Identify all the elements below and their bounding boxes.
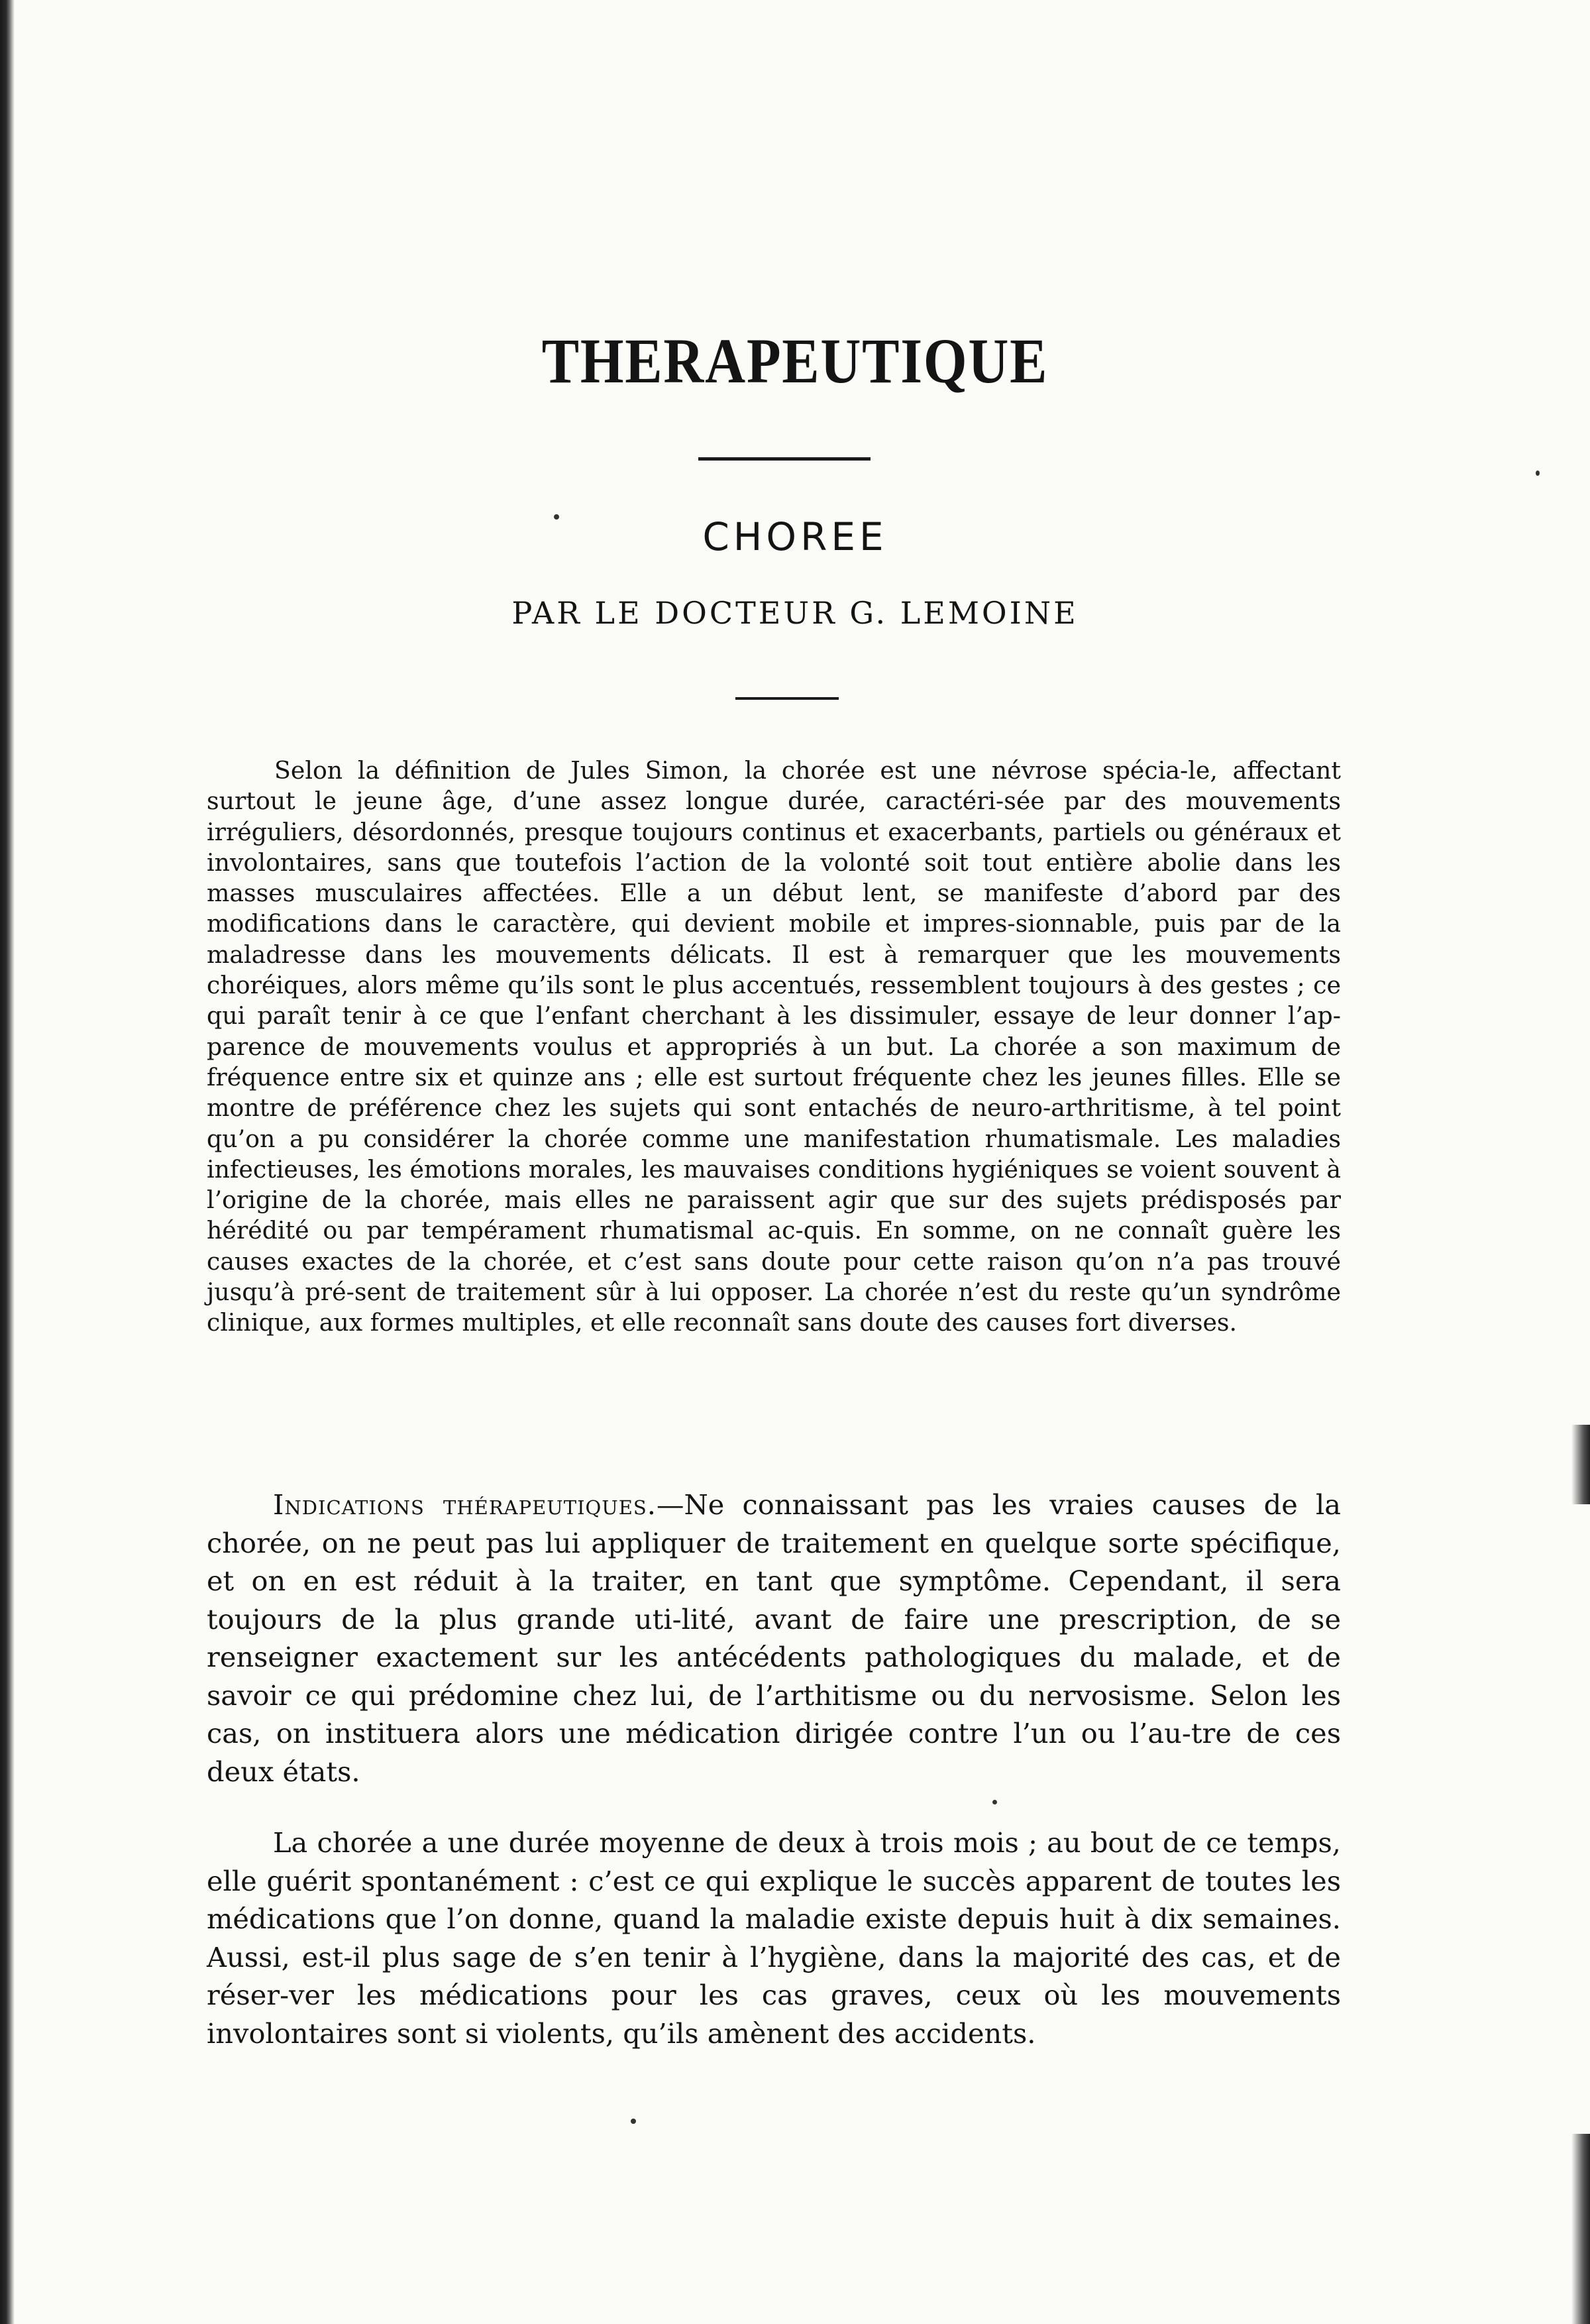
- scan-right-mark: [1570, 1425, 1590, 1504]
- indications-paragraph: [207, 1486, 1341, 1791]
- intro-paragraph: Selon la définition de Jules Simon, la chorée est une névrose spécia-le, affectant surtout le jeune âge, d’une assez longue durée, caractéri-sée par des mouvements irréguliers, désordonnés, presque toujours continus et exacerbants, partiels ou généraux et involontaires, sans que toutefois l’action de la volonté soit tout entière abolie dans les masses musculaires affectées. Elle a un début lent, se manifeste d’abord par des modifications dans le caractère, qui devient mobile et impres-sionnable, puis par de la maladresse dans les mouvements délicats. Il est à remarquer que les mouvements choréiques, alors même qu’ils sont le plus accentués, ressemblent toujours à des gestes ; ce qui paraît tenir à ce que l’enfant cherchant à les dissimuler, essaye de leur donner l’ap-parence de mouvements voulus et appropriés à un but. La chorée a son maximum de fréquence entre six et quinze ans ; elle est surtout fréquente chez les jeunes filles. Elle se montre de préférence chez les sujets qui sont entachés de neuro-arthritisme, à tel point qu’on a pu considérer la chorée comme une manifestation rhumatismale. Les maladies infectieuses, les émotions morales, les mauvaises conditions hygiéniques se voient souvent à l’origine de la chorée, mais elles ne paraissent agir que sur des sujets prédisposés par hérédité ou par tempérament rhumatismal ac-quis. En somme, on ne connaît guère les causes exactes de la chorée, et c’est sans doute pour cette raison qu’on n’a pas trouvé jusqu’à pré-sent de traitement sûr à lui opposer. La chorée n’est du reste qu’un syndrôme clinique, aux formes multiples, et elle reconnaît sans doute des causes fort diverses.: [207, 756, 1341, 1337]
- final-paragraph: La chorée a une durée moyenne de deux à trois mois ; au bout de ce temps, elle guérit spontanément : c’est ce qui explique le succès apparent de toutes les médications que l’on donne, quand la maladie existe depuis huit à dix semaines. Aussi, est-il plus sage de s’en tenir à l’hygiène, dans la majorité des cas, et de réser-ver les médications pour les cas graves, ceux où les mouvements involontaires sont si violents, qu’ils amènent des accidents.: [207, 1826, 1341, 2050]
- indications-heading: Indications thérapeutiques.: [273, 1488, 657, 1521]
- section-title: CHOREE: [702, 514, 888, 559]
- scan-left-edge: [0, 0, 15, 2324]
- page-title: THERAPEUTIQUE: [541, 325, 1049, 396]
- author-line: PAR LE DOCTEUR G. LEMOINE: [511, 595, 1079, 631]
- author-rule: [735, 697, 839, 700]
- title-rule: [698, 457, 871, 461]
- scan-right-mark: [1570, 2134, 1590, 2324]
- scan-speck: [631, 2119, 636, 2124]
- scan-speck: [1536, 470, 1540, 476]
- scan-speck: [992, 1800, 997, 1804]
- indications-body: —Ne connaissant pas les vraies causes de la chorée, on ne peut pas lui appliquer de traitement en quelque sorte spécifique, et on en est réduit à la traiter, en tant que symptôme. Cependant, il sera toujours de la plus grande uti-lité, avant de faire une prescription, de se renseigner exactement sur les antécédents pathologiques du malade, et de savoir ce qui prédomine chez lui, de l’arthitisme ou du nervosisme. Selon les cas, on instituera alors une médication dirigée contre l’un ou l’au-tre de ces deux états.: [207, 1488, 1341, 1788]
